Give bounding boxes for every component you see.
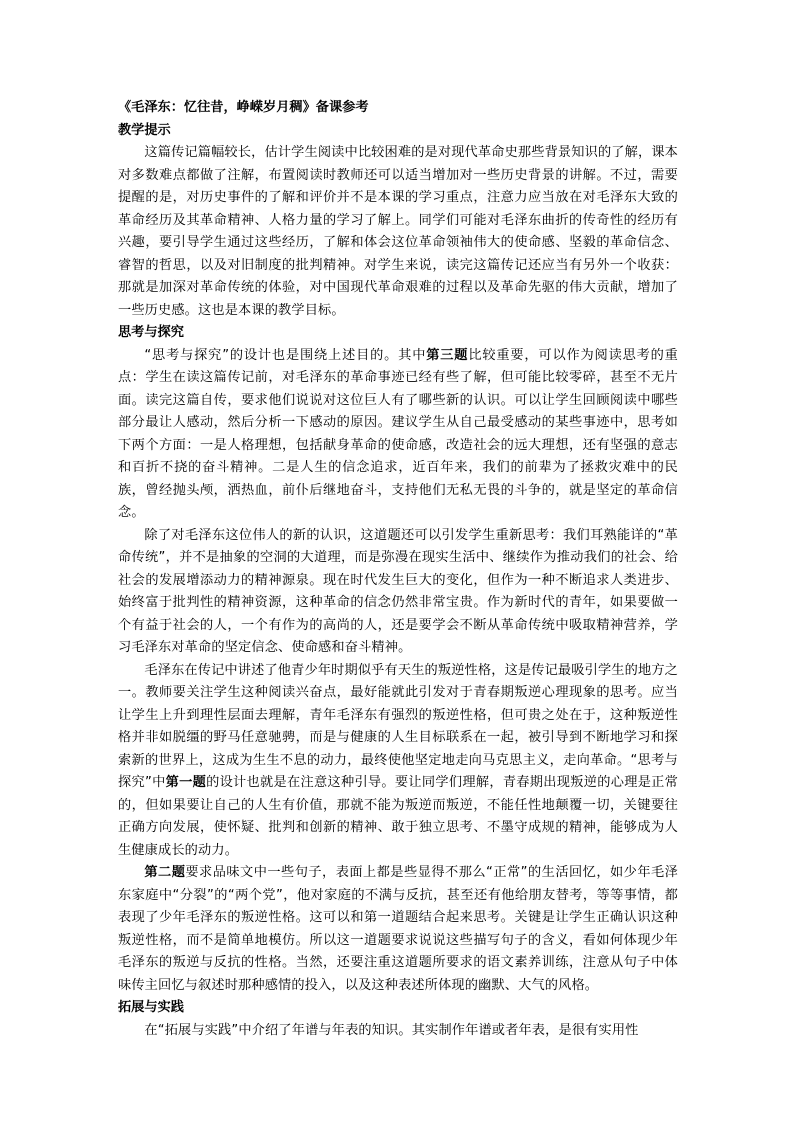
document-page: [118, 97, 678, 1042]
paragraph: [118, 525, 678, 660]
paragraph-text: “思考与探究”的设计也是围绕上述目的。其中: [144, 347, 427, 363]
paragraph-text: 要求品味文中一些句子，表面上都是些显得不那么“正常”的生活回忆，如少年毛泽东家庭中“分裂”的“两个党”，他对家庭的不满与反抗，甚至还有他给朋友替考，等等事情，都表现了少年毛泽东的叛逆性格。这可以和第一道题结合起来思考。关键是让学生正确认识这种叛逆性格，而不是简单地模仿。所以这一道题要求说说这些描写句子的含义，看如何体现少年毛泽东的叛逆与反抗的性格。当然，还要注重这道题所要求的语文素养训练，注意从句子中体味传主回忆与叙述时那种感情的投入，以及这种表述所体现的幽默、大气的风格。: [118, 865, 678, 993]
document-title: 《毛泽东：忆往昔，峥嵘岁月稠》备课参考: [118, 100, 369, 115]
emphasis-text: 第一题: [165, 775, 207, 790]
section-heading-teaching-tips: 教学提示: [118, 122, 171, 138]
paragraph: [118, 345, 678, 525]
paragraph-text: 毛泽东在传记中讲述了他青少年时期似乎有天生的叛逆性格，这是传记最吸引学生的地方之一。教师要关注学生这种阅读兴奋点，最好能就此引发对于青春期叛逆心理现象的思考。应当让学生上升到理性层面去理解，青年毛泽东有强烈的叛逆性格，但可贵之处在于，这种叛逆性格并非如脱缰的野马任意驰骋，而是与健康的人生目标联系在一起，被引导到不断地学习和探索新的世界上，这成为生生不息的动力，最终使他坚定地走向马克思主义，走向革命。“思考与探究”中: [118, 662, 678, 790]
section-heading-think-explore: 思考与探究: [118, 325, 184, 340]
paragraph-text: 在“拓展与实践”中介绍了年谱与年表的知识。其实制作年谱或者年表，是很有实用性: [144, 1022, 639, 1038]
paragraph: [118, 660, 678, 863]
paragraph: [118, 142, 678, 322]
paragraph: [118, 862, 678, 997]
emphasis-text: 第二题: [144, 865, 186, 880]
paragraph-text: 除了对毛泽东这位伟人的新的认识，这道题还可以引发学生重新思考：我们耳熟能详的“革命传统”，并不是抽象的空洞的大道理，而是弥漫在现实生活中、继续作为推动我们的社会、给社会的发展增添动力的精神源泉。现在时代发生巨大的变化，但作为一种不断追求人类进步、始终富于批判性的精神资源，这种革命的信念仍然非常宝贵。作为新时代的青年，如果要做一个有益于社会的人，一个有作为的高尚的人，还是要学会不断从革命传统中吸取精神营养，学习毛泽东对革命的坚定信念、使命感和奋斗精神。: [118, 527, 678, 655]
paragraph-text: 的设计也就是在注意这种引导。要让同学们理解，青春期出现叛逆的心理是正常的，但如果要让自己的人生有价值，那就不能为叛逆而叛逆，不能任性地颠覆一切，关键要往正确方向发展，使怀疑、批判和创新的精神、敢于独立思考、不墨守成规的精神，能够成为人生健康成长的动力。: [118, 775, 679, 858]
emphasis-text: 第三题: [426, 347, 469, 363]
paragraph-text: 比较重要，可以作为阅读思考的重点：学生在读这篇传记前，对毛泽东的革命事迹已经有些了解，但可能比较零碎，甚至不无片面。读完这篇自传，要求他们说说对这位巨人有了哪些新的认识。可以让学生回顾阅读中哪些部分最让人感动，然后分析一下感动的原因。建议学生从自己最受感动的某些事迹中，思考如下两个方面：一是人格理想，包括献身革命的使命感，改造社会的远大理想，还有坚强的意志和百折不挠的奋斗精神。二是人生的信念追求，近百年来，我们的前辈为了拯救灾难中的民族，曾经抛头颅，洒热血，前仆后继地奋斗，支持他们无私无畏的斗争的，就是坚定的革命信念。: [118, 347, 679, 520]
section-heading-extend-practice: 拓展与实践: [118, 1000, 184, 1015]
paragraph-text: 这篇传记篇幅较长，估计学生阅读中比较困难的是对现代革命史那些背景知识的了解，课本对多数难点都做了注解，布置阅读时教师还可以适当增加对一些历史背景的讲解。不过，需要提醒的是，对历史事件的了解和评价并不是本课的学习重点，注意力应当放在对毛泽东大致的革命经历及其革命精神、人格力量的学习了解上。同学们可能对毛泽东曲折的传奇性的经历有兴趣，要引导学生通过这些经历，了解和体会这位革命领袖伟大的使命感、坚毅的革命信念、睿智的哲思，以及对旧制度的批判精神。对学生来说，读完这篇传记还应当有另外一个收获：那就是加深对革命传统的体验，对中国现代革命艰难的过程以及革命先驱的伟大贡献，增加了一些历史感。这也是本课的教学目标。: [118, 145, 678, 318]
paragraph: [118, 1020, 678, 1043]
